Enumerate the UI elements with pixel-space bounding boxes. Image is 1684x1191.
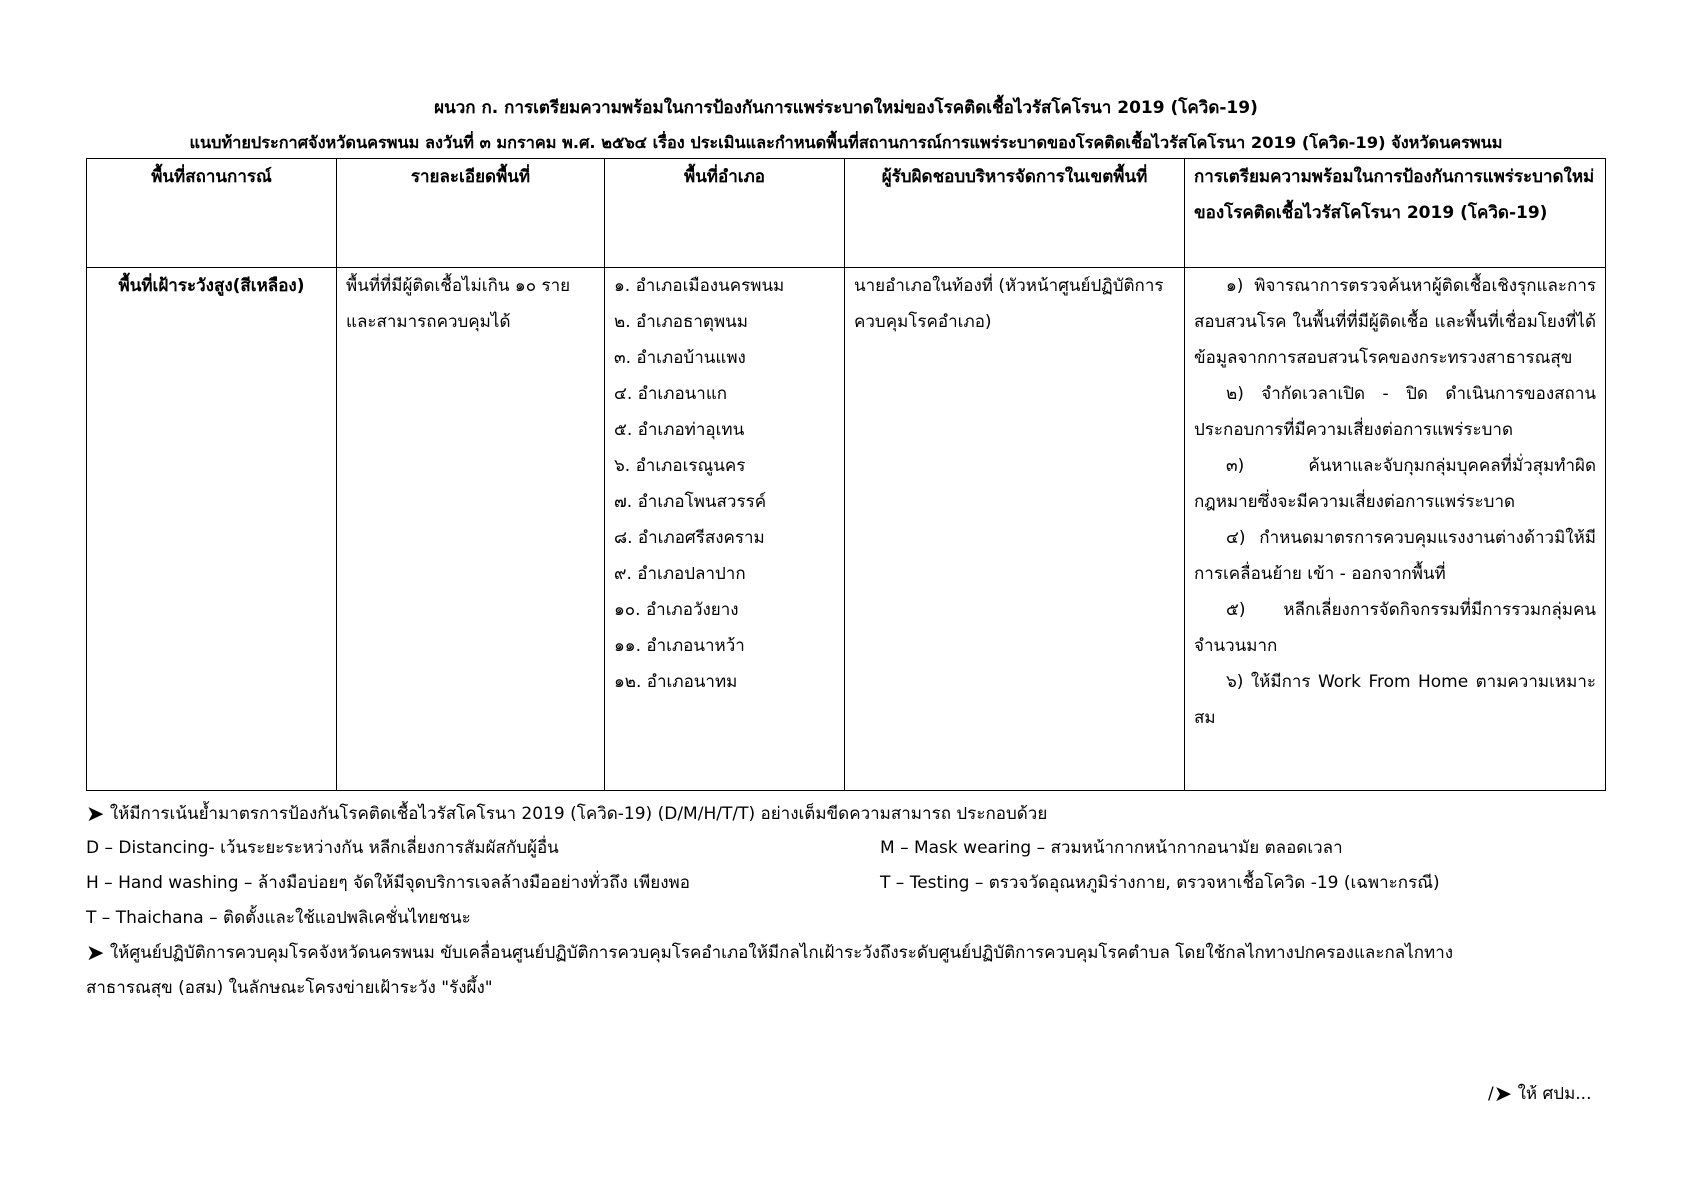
command-center-note [86,939,1453,966]
district-item: ๕. อำเภอท่าอุเทน [614,420,745,440]
district-item: ๗. อำเภอโพนสวรรค์ [614,492,767,512]
measure-item: ๔) กำหนดมาตรการควบคุมแรงงานต่างด้าวมิให้มีการเคลื่อนย้าย เข้า - ออกจากพื้นที่ [1194,528,1596,584]
arrow-bullet-icon: ➤ [86,941,105,966]
command-center-text-line2: สาธารณสุข (อสม) ในลักษณะโครงข่ายเฝ้าระวัง "รังผึ้ง" [86,978,493,998]
header-detail: รายละเอียดพื้นที่ [337,159,605,268]
district-item: ๑๐. อำเภอวังยาง [614,600,739,620]
header-districts: พื้นที่อำเภอ [605,159,845,268]
measure-item: ๖) ให้มีการ Work From Home ตามความเหมาะสม [1194,672,1596,728]
district-item: ๑๑. อำเภอนาหว้า [614,636,745,656]
dmhtt-m: M – Mask wearing – สวมหน้ากากหน้ากากอนามัย ตลอดเวลา [880,838,1343,858]
zone-cell: พื้นที่เฝ้าระวังสูง(สีเหลือง) [87,268,337,791]
district-item: ๑. อำเภอเมืองนครพนม [614,276,785,296]
annex-subtitle: แนบท้ายประกาศจังหวัดนครพนม ลงวันที่ ๓ มกราคม พ.ศ. ๒๕๖๔ เรื่อง ประเมินและกำหนดพื้นที่สถานการณ์การแพร่ระบาดของโรคติดเชื้อไวรัสโคโรนา 2019 (โควิด-19) จังหวัดนครพนม [189,133,1503,152]
header-preparedness: การเตรียมความพร้อมในการป้องกันการแพร่ระบาดใหม่ของโรคติดเชื้อไวรัสโคโรนา 2019 (โควิด-19) [1185,159,1606,268]
district-item: ๘. อำเภอศรีสงคราม [614,528,765,548]
dmhtt-t-testing: T – Testing – ตรวจวัดอุณหภูมิร่างกาย, ตรวจหาเชื้อโควิด -19 (เฉพาะกรณี) [880,873,1440,893]
header-zone: พื้นที่สถานการณ์ [87,159,337,268]
measure-item: ๒) จำกัดเวลาเปิด - ปิด ดำเนินการของสถานประกอบการที่มีความเสี่ยงต่อการแพร่ระบาด [1194,384,1596,440]
table-header-row [87,159,1606,268]
measure-item: ๕) หลีกเลี่ยงการจัดกิจกรรมที่มีการรวมกลุ่มคนจำนวนมาก [1194,600,1596,656]
dmhtt-h: H – Hand washing – ล้างมือบ่อยๆ จัดให้มีจุดบริการเจลล้างมืออย่างทั่วถึง เพียงพอ [86,873,690,893]
continuation-footer [1488,1080,1592,1107]
districts-cell [605,268,845,791]
district-item: ๒. อำเภอธาตุพนม [614,312,748,332]
arrow-bullet-icon: ➤ [86,802,105,827]
dmhtt-intro-text: ให้มีการเน้นย้ำมาตรการป้องกันโรคติดเชื้อไวรัสโคโรนา 2019 (โควิด-19) (D/M/H/T/T) อย่างเต็มขีดความสามารถ ประกอบด้วย [109,804,1048,824]
district-item: ๔. อำเภอนาแก [614,384,728,404]
situation-table [86,158,1606,791]
detail-cell: พื้นที่ที่มีผู้ติดเชื้อไม่เกิน ๑๐ ราย และสามารถควบคุมได้ [337,268,605,791]
district-item: ๙. อำเภอปลาปาก [614,564,746,584]
dmhtt-d: D – Distancing- เว้นระยะระหว่างกัน หลีกเลี่ยงการสัมผัสกับผู้อื่น [86,838,559,858]
district-item: ๓. อำเภอบ้านแพง [614,348,746,368]
command-center-text-line1: ให้ศูนย์ปฏิบัติการควบคุมโรคจังหวัดนครพนม ขับเคลื่อนศูนย์ปฏิบัติการควบคุมโรคอำเภอให้มีกลไกเฝ้าระวังถึงระดับศูนย์ปฏิบัติการควบคุมโรคตำบล โดยใช้กลไกทางปกครองและกลไกทาง [109,943,1454,963]
header-responsible: ผู้รับผิดชอบบริหารจัดการในเขตพื้นที่ [845,159,1185,268]
responsible-cell: นายอำเภอในท้องที่ (หัวหน้าศูนย์ปฏิบัติการควบคุมโรคอำเภอ) [845,268,1185,791]
annex-title: ผนวก ก. การเตรียมความพร้อมในการป้องกันการแพร่ระบาดใหม่ของโรคติดเชื้อไวรัสโคโรนา 2019 (โควิด-19) [434,98,1258,118]
footer-prefix: / [1488,1084,1494,1104]
arrow-continue-icon: ➤ [1493,1082,1513,1107]
measures-cell [1185,268,1606,791]
dmhtt-t-thaichana: T – Thaichana – ติดตั้งและใช้แอปพลิเคชั่นไทยชนะ [86,908,471,928]
table-row [87,268,1606,791]
district-item: ๑๒. อำเภอนาทม [614,672,738,692]
measure-item: ๑) พิจารณาการตรวจค้นหาผู้ติดเชื้อเชิงรุกและการสอบสวนโรค ในพื้นที่ที่มีผู้ติดเชื้อ และพื้นที่เชื่อมโยงที่ได้ข้อมูลจากการสอบสวนโรคของกระทรวงสาธารณสุข [1194,276,1596,368]
district-item: ๖. อำเภอเรณูนคร [614,456,746,476]
footer-text: ให้ ศปม... [1517,1084,1592,1104]
measure-item: ๓) ค้นหาและจับกุมกลุ่มบุคคลที่มั่วสุมทำผิดกฎหมายซึ่งจะมีความเสี่ยงต่อการแพร่ระบาด [1194,456,1596,512]
dmhtt-intro [86,800,1047,827]
